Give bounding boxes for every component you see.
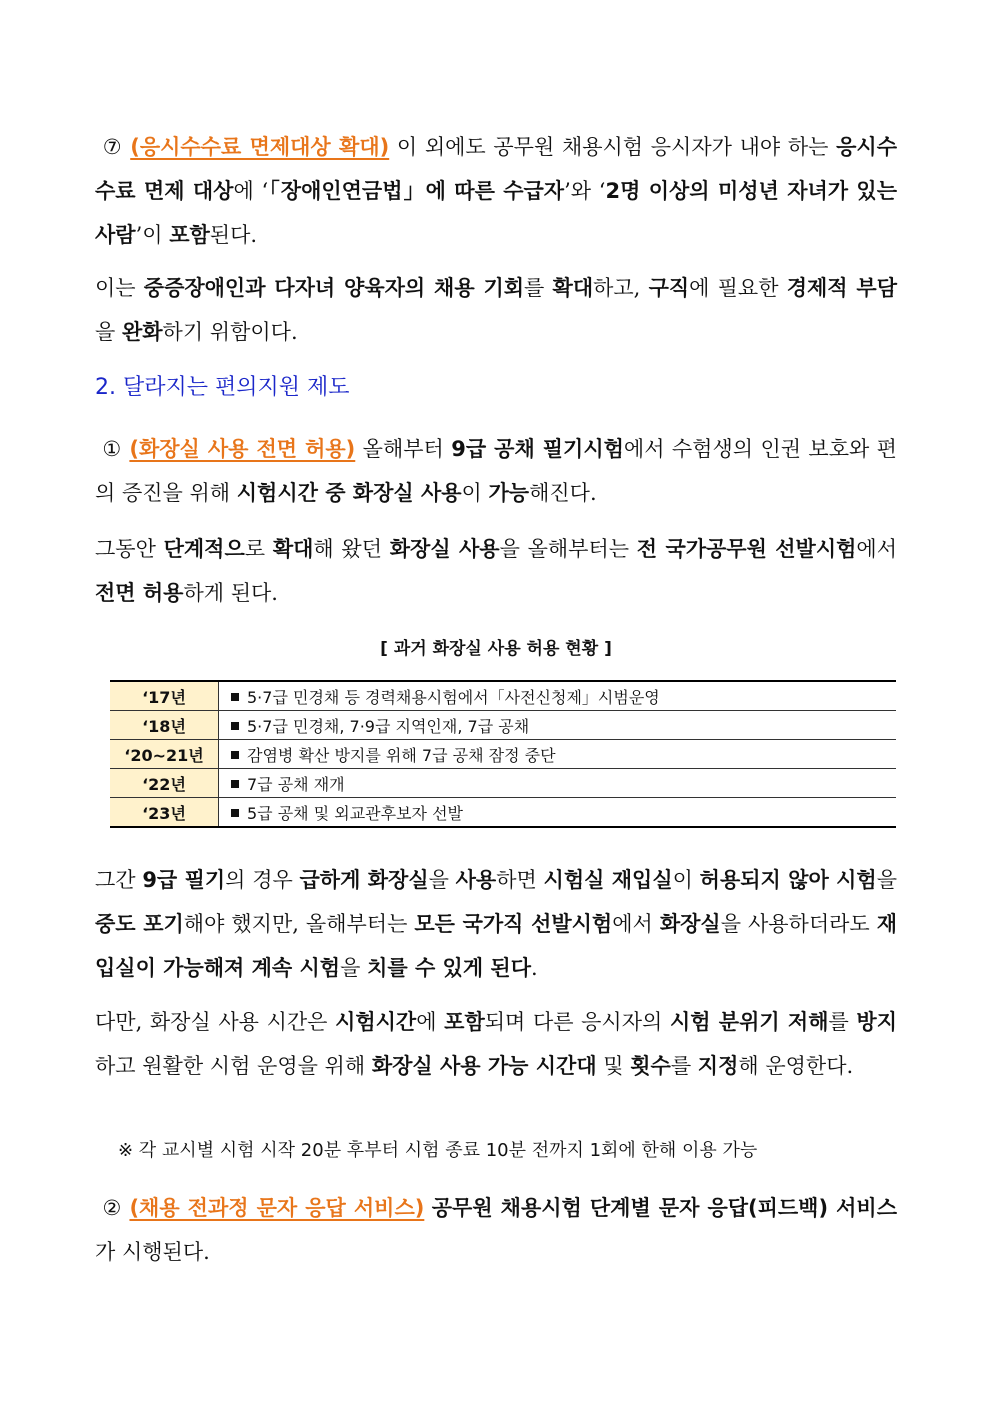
table-cell-desc: 감염병 확산 방지를 위해 7급 공채 잠정 중단 xyxy=(219,740,897,769)
table-cell-desc: 5·7급 민경채, 7·9급 지역인재, 7급 공채 xyxy=(219,711,897,740)
square-bullet-icon xyxy=(231,751,239,759)
section-heading: 2. 달라지는 편의지원 제도 xyxy=(95,375,350,400)
section-title-restroom: (화장실 사용 전면 허용) xyxy=(129,437,356,461)
table-cell-year: ‘17년 xyxy=(110,681,219,711)
table-row xyxy=(110,681,896,711)
item-marker-1: ① xyxy=(102,437,122,461)
table-cell-year: ‘18년 xyxy=(110,711,219,740)
table-caption: [ 과거 화장실 사용 허용 현황 ] xyxy=(380,639,612,659)
paragraph-fee-exemption: ⑦ (응시수수료 면제대상 확대) 이 외에도 공무원 채용시험 응시자가 내야 하는 응시수수료 면제 대상에 ‘「장애인연금법」에 따른 수급자’와 ‘2명 이상의 미성년 자녀가 있는 사람’이 포함된다. xyxy=(95,135,897,247)
paragraph-re-entry: 그간 9급 필기의 경우 급하게 화장실을 사용하면 시험실 재입실이 허용되지 않아 시험을 중도 포기해야 했지만, 올해부터는 모든 국가직 선발시험에서 화장실을 사용하더라도 재입실이 가능해져 계속 시험을 치를 수 있게 된다. xyxy=(95,868,898,980)
table-row xyxy=(110,711,896,740)
table-cell-year: ‘22년 xyxy=(110,769,219,798)
item-marker-7: ⑦ xyxy=(102,135,123,159)
restroom-history-table xyxy=(110,680,896,828)
table-row xyxy=(110,769,896,798)
square-bullet-icon xyxy=(231,780,239,788)
table-cell-year: ‘23년 xyxy=(110,798,219,828)
square-bullet-icon xyxy=(231,722,239,730)
section-title-text-service: (채용 전과정 문자 응답 서비스) xyxy=(129,1196,425,1220)
table-cell-desc: 5급 공채 및 외교관후보자 선발 xyxy=(219,798,897,828)
paragraph-gradual-expansion: 그동안 단계적으로 확대해 왔던 화장실 사용을 올해부터는 전 국가공무원 선발시험에서 전면 허용하게 된다. xyxy=(95,537,897,605)
square-bullet-icon xyxy=(231,809,239,817)
section-title-fee-exemption: (응시수수료 면제대상 확대) xyxy=(130,135,390,159)
paragraph-restroom-use: ① (화장실 사용 전면 허용) 올해부터 9급 공채 필기시험에서 수험생의 인권 보호와 편의 증진을 위해 시험시간 중 화장실 사용이 가능해진다. xyxy=(95,437,897,505)
paragraph-text-feedback: ② (채용 전과정 문자 응답 서비스) 공무원 채용시험 단계별 문자 응답(피드백) 서비스가 시행된다. xyxy=(95,1196,897,1264)
footnote-usage-window: ※ 각 교시별 시험 시작 20분 후부터 시험 종료 10분 전까지 1회에 한해 이용 가능 xyxy=(118,1140,758,1161)
table-cell-desc: 7급 공채 재개 xyxy=(219,769,897,798)
table-cell-year: ‘20~21년 xyxy=(110,740,219,769)
square-bullet-icon xyxy=(231,693,239,701)
table-row xyxy=(110,740,896,769)
table-row xyxy=(110,798,896,828)
paragraph-time-limits: 다만, 화장실 사용 시간은 시험시간에 포함되며 다른 응시자의 시험 분위기 저해를 방지하고 원활한 시험 운영을 위해 화장실 사용 가능 시간대 및 횟수를 지정해 운영한다. xyxy=(95,1010,897,1078)
table-cell-desc: 5·7급 민경채 등 경력채용시험에서「사전신청제」시범운영 xyxy=(219,681,897,711)
item-marker-2: ② xyxy=(102,1196,123,1220)
paragraph-purpose: 이는 중증장애인과 다자녀 양육자의 채용 기회를 확대하고, 구직에 필요한 경제적 부담을 완화하기 위함이다. xyxy=(95,276,897,344)
